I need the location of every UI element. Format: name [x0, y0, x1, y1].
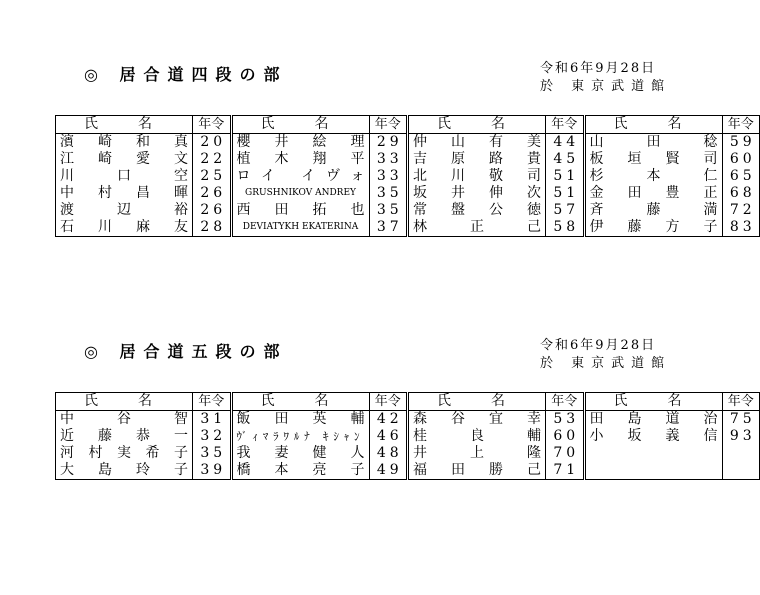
- person-age: 46: [369, 428, 408, 445]
- person-name: 河村実希子: [56, 445, 193, 462]
- table-row: [56, 411, 760, 429]
- person-age: 57: [546, 202, 585, 219]
- person-age: 60: [722, 151, 760, 168]
- person-age: 71: [546, 462, 585, 480]
- person-name: 飯田英輔: [231, 411, 369, 429]
- table-body: [56, 411, 760, 480]
- person-age: 49: [369, 462, 408, 480]
- event-venue: 於 東京武道館: [540, 356, 672, 371]
- person-age: 51: [546, 185, 585, 202]
- person-age: 26: [193, 202, 232, 219]
- person-name: 仲山有美: [408, 134, 546, 152]
- person-age: 51: [546, 168, 585, 185]
- person-age: 22: [193, 151, 232, 168]
- person-name: 渡辺裕: [56, 202, 193, 219]
- person-name: 西田拓也: [231, 202, 369, 219]
- person-name: 福田勝己: [408, 462, 546, 480]
- person-age: 25: [193, 168, 232, 185]
- person-name: 山田稔: [584, 134, 722, 152]
- person-name: [584, 462, 722, 480]
- person-age: 53: [546, 411, 585, 429]
- person-name: 近藤恭一: [56, 428, 193, 445]
- person-age: 35: [369, 202, 408, 219]
- event-info: [540, 337, 671, 373]
- person-name: 斉藤満: [584, 202, 722, 219]
- person-age: 37: [369, 219, 408, 237]
- person-age: 32: [193, 428, 232, 445]
- name-header: 氏名: [231, 393, 369, 411]
- person-age: 42: [369, 411, 408, 429]
- name-header: 氏名: [408, 393, 546, 411]
- person-name: [584, 445, 722, 462]
- person-name: 石川麻友: [56, 219, 193, 237]
- person-name: 中谷智: [56, 411, 193, 429]
- table-header: [56, 116, 760, 134]
- person-name: 常盤公徳: [408, 202, 546, 219]
- table-row: [56, 151, 760, 168]
- person-name: 杉本仁: [584, 168, 722, 185]
- person-name: 伊藤方子: [584, 219, 722, 237]
- event-date: 令和6年9月28日: [540, 338, 657, 353]
- person-age: 29: [369, 134, 408, 152]
- table-row: [56, 462, 760, 480]
- person-age: 83: [722, 219, 760, 237]
- person-name: ｳﾞｨﾏﾗﾜﾙﾅ ｷｼｬﾝ: [231, 428, 369, 445]
- person-name: 吉原路貴: [408, 151, 546, 168]
- person-age: 58: [546, 219, 585, 237]
- section-title: ◎ 居合道四段の部: [84, 65, 288, 84]
- age-header: 年令: [193, 393, 232, 411]
- person-age: 31: [193, 411, 232, 429]
- table-row: [56, 219, 760, 237]
- table-row: [56, 428, 760, 445]
- person-age: 44: [546, 134, 585, 152]
- person-age: 68: [722, 185, 760, 202]
- person-age: 35: [193, 445, 232, 462]
- person-name: 中村昌暉: [56, 185, 193, 202]
- person-age: 45: [546, 151, 585, 168]
- person-age: [722, 462, 760, 480]
- name-header: 氏名: [56, 393, 193, 411]
- name-header: 氏名: [408, 116, 546, 134]
- table-body: [56, 134, 760, 237]
- results-table: [55, 115, 760, 237]
- age-header: 年令: [722, 393, 760, 411]
- person-name: 金田豊正: [584, 185, 722, 202]
- person-name: 林正己: [408, 219, 546, 237]
- event-info: [540, 60, 671, 96]
- person-name: 植木翔平: [231, 151, 369, 168]
- person-age: 20: [193, 134, 232, 152]
- person-name: GRUSHNIKOV ANDREY: [231, 185, 369, 202]
- person-name: 橋本亮子: [231, 462, 369, 480]
- person-age: 70: [546, 445, 585, 462]
- results-table: [55, 392, 760, 480]
- person-age: 26: [193, 185, 232, 202]
- person-name: 井上隆: [408, 445, 546, 462]
- person-age: 72: [722, 202, 760, 219]
- age-header: 年令: [369, 116, 408, 134]
- person-age: 75: [722, 411, 760, 429]
- person-age: [722, 445, 760, 462]
- table-row: [56, 168, 760, 185]
- person-name: ロイ イヴォ: [231, 168, 369, 185]
- person-name: 我妻健人: [231, 445, 369, 462]
- section-title: ◎ 居合道五段の部: [84, 342, 288, 361]
- person-age: 39: [193, 462, 232, 480]
- event-venue: 於 東京武道館: [540, 79, 672, 94]
- person-name: 小坂義信: [584, 428, 722, 445]
- person-age: 60: [546, 428, 585, 445]
- table-row: [56, 445, 760, 462]
- person-name: 川口空: [56, 168, 193, 185]
- person-name: 江崎愛文: [56, 151, 193, 168]
- age-header: 年令: [369, 393, 408, 411]
- person-age: 93: [722, 428, 760, 445]
- table-header: [56, 393, 760, 411]
- name-header: 氏名: [56, 116, 193, 134]
- person-age: 33: [369, 168, 408, 185]
- person-age: 28: [193, 219, 232, 237]
- name-header: 氏名: [584, 116, 722, 134]
- person-name: 板垣賢司: [584, 151, 722, 168]
- name-header: 氏名: [584, 393, 722, 411]
- person-age: 48: [369, 445, 408, 462]
- name-header: 氏名: [231, 116, 369, 134]
- person-age: 33: [369, 151, 408, 168]
- person-name: 櫻井絵理: [231, 134, 369, 152]
- table-row: [56, 202, 760, 219]
- person-name: 北川敬司: [408, 168, 546, 185]
- person-age: 65: [722, 168, 760, 185]
- person-age: 59: [722, 134, 760, 152]
- table-row: [56, 134, 760, 152]
- person-name: DEVIATYKH EKATERINA: [231, 219, 369, 237]
- person-name: 森谷宜幸: [408, 411, 546, 429]
- person-name: 大島玲子: [56, 462, 193, 480]
- table-row: [56, 185, 760, 202]
- age-header: 年令: [546, 393, 585, 411]
- person-name: 坂井伸次: [408, 185, 546, 202]
- event-date: 令和6年9月28日: [540, 61, 657, 76]
- person-name: 濱崎和真: [56, 134, 193, 152]
- person-name: 桂良輔: [408, 428, 546, 445]
- age-header: 年令: [722, 116, 760, 134]
- age-header: 年令: [546, 116, 585, 134]
- person-name: 田島道治: [584, 411, 722, 429]
- age-header: 年令: [193, 116, 232, 134]
- person-age: 35: [369, 185, 408, 202]
